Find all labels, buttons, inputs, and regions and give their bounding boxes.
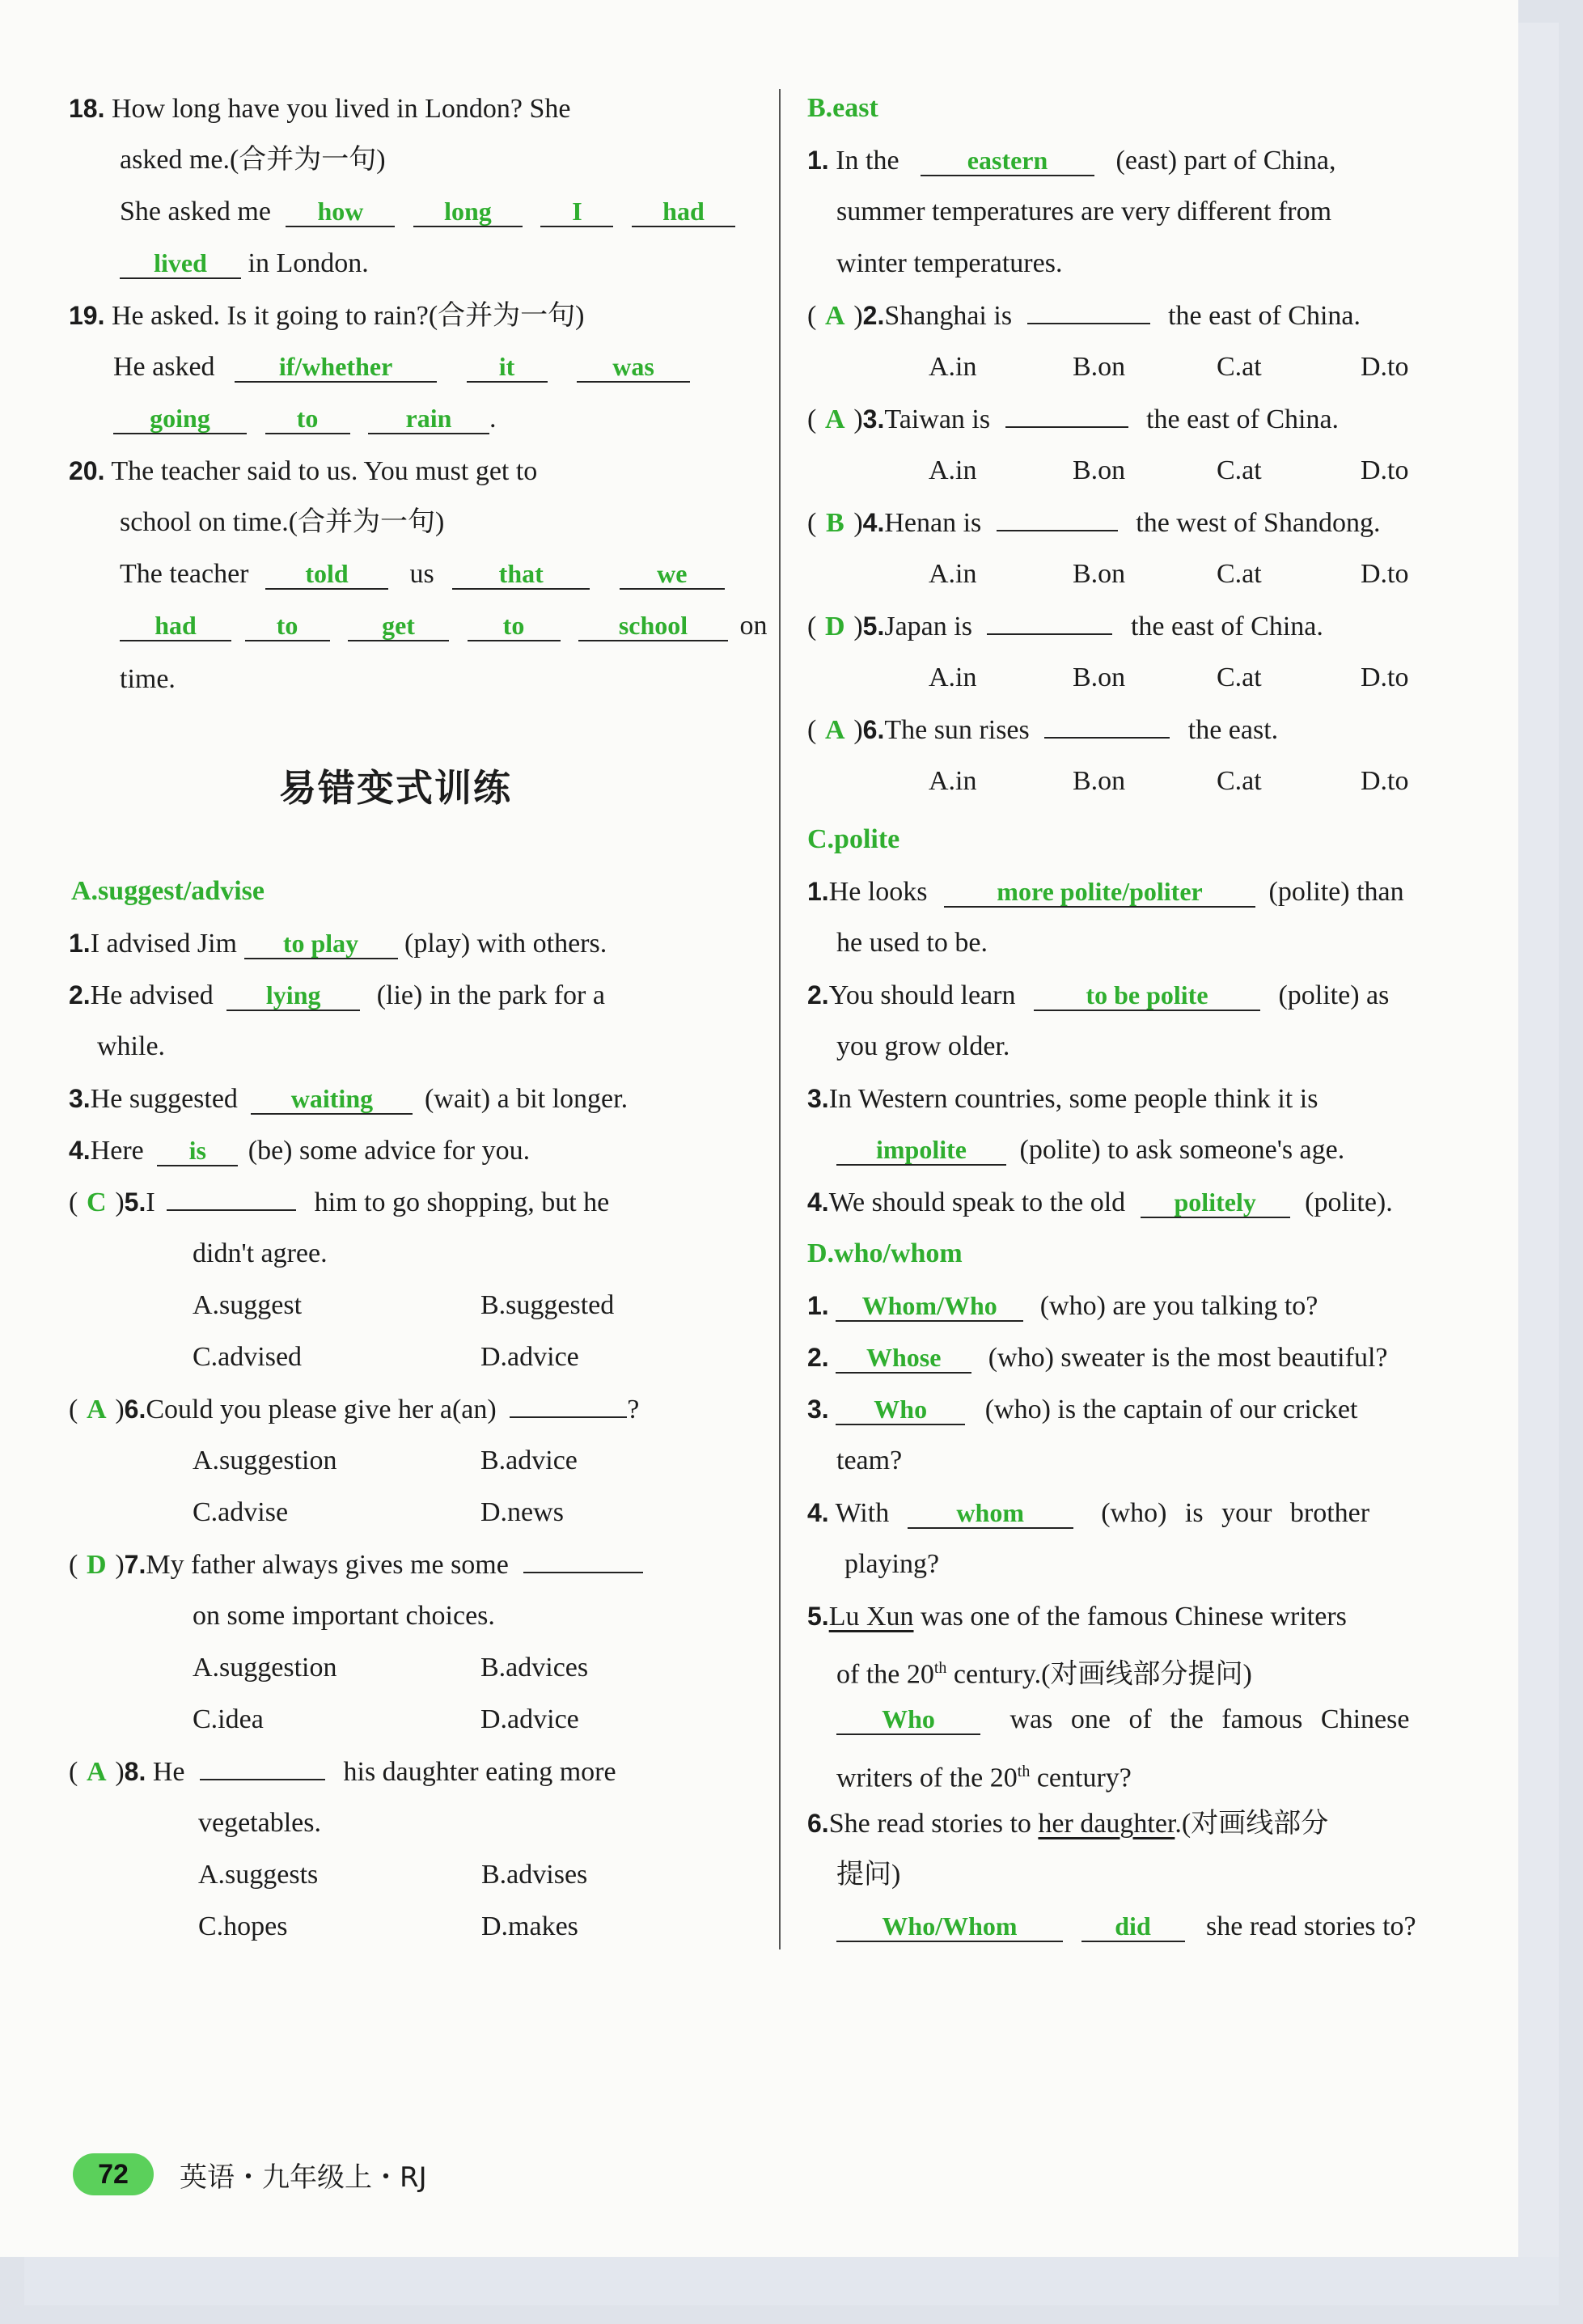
option[interactable]: D.to [1361,766,1409,796]
option[interactable]: C.at [1217,766,1262,796]
question-text: ? [627,1395,640,1424]
q19-line3 [113,401,497,437]
question-text: .(对画线部分 [1175,1809,1329,1839]
d-q3-line2 [836,1443,902,1479]
question-text: With [835,1498,890,1528]
answer-blank[interactable]: Who [836,1395,965,1425]
b-q6: ( A )6.The sun rises the east. [807,712,1278,748]
superscript: th [933,1659,947,1677]
question-text: (polite). [1305,1187,1393,1217]
answer-blank[interactable]: to [245,611,330,641]
answer-blank[interactable]: to be polite [1034,980,1260,1011]
question-text: asked me.(合并为一句) [120,145,386,175]
question-number: 3. [807,1395,829,1424]
d-q6 [807,1805,1328,1842]
question-text: (east) part of China, [1115,146,1336,176]
b-q2: ( A )2.Shanghai is the east of China. [807,298,1361,334]
a-q8-line2 [198,1805,321,1841]
question-text: (who) is your brother [1101,1498,1370,1528]
question-text: He suggested [90,1084,238,1114]
question-text: Shanghai is [884,301,1013,331]
question-text: the east of China. [1146,404,1340,434]
answer-blank[interactable]: how [286,197,395,227]
question-text: Here [90,1136,144,1166]
question-text: I advised Jim [90,929,237,959]
a-q7-options-row1 [193,1650,588,1686]
question-number: 4. [862,508,885,537]
section-heading: B.east [807,93,878,123]
option[interactable]: C.at [1217,559,1262,589]
answer-blank[interactable]: told [265,559,388,590]
question-number: 2. [807,980,829,1010]
answer-blank[interactable]: going [113,404,247,434]
q18-line2 [120,142,386,178]
question-text: (who) are you talking to? [1039,1291,1318,1321]
question-number: 18. [69,94,105,123]
question-text: Taiwan is [884,404,991,434]
question-text: You should learn [828,980,1016,1010]
question-text: winter temperatures. [836,248,1063,278]
page-footer [73,2153,427,2195]
option[interactable]: C.at [1217,352,1262,382]
section-heading: C.polite [807,824,900,854]
option[interactable]: D.to [1361,559,1409,589]
answer-blank[interactable] [510,1416,627,1418]
section-a-heading [71,874,265,909]
answer-blank[interactable]: is [157,1136,238,1166]
option[interactable]: A.suggests [198,1860,319,1890]
d-q4 [807,1495,1369,1531]
answer-blank[interactable]: long [413,197,523,227]
question-text: century? [1036,1763,1132,1793]
question-text: My father always gives me some [146,1550,509,1580]
answer-blank[interactable]: had [632,197,735,227]
option[interactable]: D.makes [481,1911,578,1941]
question-text: on some important choices. [193,1601,495,1631]
question-text: his daughter eating more [343,1757,616,1787]
b-q4-options [929,557,1409,592]
option[interactable]: C.advised [193,1342,303,1372]
d-q4-line2 [844,1547,939,1582]
answer-blank[interactable] [200,1779,325,1780]
question-text: He asked. Is it going to rain?(合并为一句) [111,301,585,331]
question-text: I [146,1187,155,1217]
superscript: th [1017,1763,1031,1780]
choice-answer[interactable]: B [825,508,844,538]
question-text: team? [836,1446,903,1475]
a-q4 [69,1132,530,1169]
choice-answer[interactable]: A [87,1757,107,1787]
answer-blank[interactable]: rain [368,404,489,434]
option[interactable]: B.on [1073,455,1126,485]
q20-line1 [69,453,537,489]
a-q8-options-row1 [198,1857,587,1893]
option[interactable]: D.advice [480,1704,579,1734]
option[interactable]: D.news [480,1497,564,1527]
page-edge-bottom [24,2257,1559,2305]
answer-blank[interactable]: Whom/Who [836,1291,1023,1322]
option[interactable]: B.on [1073,559,1126,589]
section-heading: D.who/whom [807,1238,963,1268]
b-q6-options [929,764,1409,799]
choice-answer[interactable]: D [825,612,845,641]
section-heading: A.suggest/advise [71,876,265,906]
b-q4: ( B )4.Henan is the west of Shandong. [807,505,1380,541]
question-number: 3. [862,404,885,434]
question-text: (polite) as [1278,980,1390,1010]
question-text: (who) is the captain of our cricket [984,1395,1358,1424]
a-q6: ( A )6.Could you please give her a(an) ? [69,1391,639,1428]
question-text: of the 20 [836,1659,934,1690]
answer-blank[interactable] [1044,737,1170,739]
question-text: writers of the 20 [836,1763,1018,1793]
answer-blank[interactable]: to play [244,929,398,959]
question-text: was one of the famous Chinese writers [921,1602,1347,1632]
question-text: He advised [90,980,214,1010]
question-number: 1. [69,929,91,958]
option[interactable]: A.suggestion [193,1446,337,1475]
question-text: in London. [248,248,369,278]
option[interactable]: A.in [929,559,977,589]
option[interactable]: D.advice [480,1342,579,1372]
question-number: 4. [69,1136,91,1165]
question-number: 2. [69,980,91,1010]
a-q1 [69,925,607,962]
answer-blank[interactable]: we [620,559,725,590]
a-q2 [69,977,605,1014]
section-d-heading [807,1236,963,1272]
option[interactable]: C.at [1217,455,1262,485]
a-q5-options-row1 [193,1288,614,1323]
option[interactable]: B.on [1073,352,1126,382]
question-text: He looks [828,877,928,907]
answer-blank[interactable]: school [578,611,728,641]
c-q1 [807,874,1404,910]
choice-answer[interactable]: A [825,715,845,745]
question-number: 6. [807,1809,829,1838]
a-q7-line2 [193,1598,495,1634]
question-text: Could you please give her a(an) [146,1395,497,1424]
a-q6-options-row1 [193,1443,578,1479]
question-text: him to go shopping, but he [314,1187,610,1217]
question-number: 6. [862,715,885,744]
question-text: she read stories to? [1206,1911,1416,1941]
answer-blank[interactable]: to [265,404,350,434]
question-number: 19. [69,301,105,330]
option[interactable]: B.on [1073,662,1126,692]
d-q5-line2 [836,1650,1252,1692]
a-q3 [69,1081,628,1117]
option[interactable]: C.idea [193,1704,264,1734]
answer-blank[interactable]: was [577,352,690,383]
option[interactable]: B.advices [480,1653,589,1683]
a-q5-options-row2 [193,1340,579,1375]
option[interactable]: C.at [1217,662,1262,692]
question-text: She asked me [120,197,271,226]
b-q5-options [929,660,1409,696]
option[interactable]: B.advises [481,1860,588,1890]
d-q6-line2 [836,1857,900,1893]
column-divider [779,89,781,1949]
option[interactable]: A.suggest [193,1290,303,1320]
question-text: She read stories to [828,1809,1031,1839]
answer-blank[interactable]: get [348,611,449,641]
question-number: 2. [862,301,885,330]
question-number: 1. [807,1291,829,1320]
a-q5: ( C )5.I him to go shopping, but he [69,1184,609,1221]
question-text: (who) sweater is the most beautiful? [988,1343,1388,1373]
question-text: playing? [844,1549,940,1579]
answer-blank[interactable]: it [467,352,548,383]
b-q2-options [929,349,1409,385]
a-q6-options-row2 [193,1495,564,1530]
answer-blank[interactable]: if/whether [235,352,437,383]
book-subject-label: 英语・九年级上・RJ [180,2161,427,2194]
d-q5-line4 [836,1754,1132,1796]
q20-line3 [120,557,725,592]
question-text: 提问) [836,1860,901,1890]
question-text: Henan is [884,508,982,538]
option[interactable]: D.to [1361,352,1409,382]
question-number: 20. [69,456,105,485]
question-text: us [409,559,434,589]
q20-line5 [120,662,176,697]
answer-blank[interactable]: more polite/politer [944,877,1255,908]
question-number: 6. [124,1395,146,1424]
question-number: 8. [124,1757,146,1786]
question-text: (wait) a bit longer. [424,1084,629,1114]
answer-blank[interactable] [523,1572,643,1573]
question-number: 1. [807,877,829,906]
question-number: 3. [807,1084,829,1113]
answer-blank[interactable] [997,530,1118,531]
q19-line1 [69,298,584,334]
question-text: was one of the famous Chinese [1009,1704,1410,1734]
question-text: time. [120,664,176,694]
question-text: the east of China. [1130,612,1323,641]
q18-line3 [120,194,735,230]
question-text: summer temperatures are very different from [836,197,1332,226]
answer-blank[interactable] [167,1209,296,1211]
answer-blank[interactable]: lived [120,248,241,279]
q18-line1 [69,91,571,127]
d-q2 [807,1340,1387,1376]
question-number: 5. [807,1602,829,1631]
option[interactable]: A.in [929,662,977,692]
section-c-heading [807,822,899,857]
answer-blank[interactable]: had [120,611,231,641]
question-text: The teacher said to us. You must get to [111,456,538,486]
c-q2 [807,977,1389,1014]
question-number: 5. [124,1187,146,1217]
option[interactable]: A.in [929,352,977,382]
question-text: (polite) than [1268,877,1404,907]
c-q3 [807,1081,1318,1117]
question-text: he used to be. [836,928,988,958]
question-text: He [152,1757,185,1787]
b-q5: ( D )5.Japan is the east of China. [807,608,1323,645]
b-q3-options [929,453,1409,489]
answer-blank[interactable] [1005,426,1128,428]
question-text: The sun rises [884,715,1030,745]
question-number: 7. [124,1550,146,1579]
answer-blank[interactable]: impolite [836,1135,1006,1166]
answer-blank[interactable]: Who/Whom [836,1911,1063,1942]
question-number: 4. [807,1187,829,1217]
option[interactable]: A.in [929,766,977,796]
b-q1-line3 [836,246,1062,282]
option[interactable]: C.advise [193,1497,289,1527]
answer-blank[interactable] [1027,323,1150,324]
a-q8: ( A )8. He his daughter eating more [69,1754,616,1790]
page-edge-right [1518,23,1559,2280]
question-text: (play) with others. [404,929,607,959]
q19-line2 [113,349,690,385]
question-text: the east of China. [1168,301,1361,331]
choice-answer[interactable]: A [87,1395,107,1424]
answer-blank[interactable]: whom [908,1498,1073,1529]
c-q3-line2 [836,1132,1344,1168]
answer-blank[interactable]: Whose [836,1343,971,1374]
question-text: didn't agree. [193,1238,328,1268]
question-number: 1. [807,146,829,175]
q20-line4 [120,608,768,644]
question-text: He asked [113,352,215,382]
question-text: We should speak to the old [828,1187,1126,1217]
question-text: The teacher [120,559,249,589]
d-q5 [807,1598,1347,1635]
a-q2-line2 [97,1029,165,1065]
c-q1-line2 [836,925,988,961]
choice-answer[interactable]: A [825,301,845,331]
answer-blank[interactable]: eastern [921,146,1094,176]
question-text: vegetables. [198,1808,321,1838]
question-number: 4. [807,1498,829,1527]
choice-answer[interactable]: D [87,1550,107,1580]
section-title: 易错变式训练 [279,766,512,810]
answer-blank[interactable]: politely [1141,1187,1290,1218]
question-text: school on time.(合并为一句) [120,507,445,537]
b-q1-line2 [836,194,1331,230]
answer-blank[interactable]: to [468,611,561,641]
question-text: you grow older. [836,1031,1010,1061]
c-q4 [807,1184,1393,1221]
b-q1 [807,142,1335,179]
option[interactable]: A.suggestion [193,1653,337,1683]
question-text: (lie) in the park for a [376,980,605,1010]
q20-line2 [120,505,444,540]
question-text: the east. [1187,715,1279,745]
a-q5-line2 [193,1236,328,1272]
choice-answer[interactable]: A [825,404,845,434]
question-text: In the [836,146,899,176]
question-text: In Western countries, some people think it is [828,1084,1318,1114]
b-q3: ( A )3.Taiwan is the east of China. [807,401,1339,438]
answer-blank[interactable]: lying [226,980,360,1011]
question-text: the west of Shandong. [1136,508,1381,538]
question-text: while. [97,1031,166,1061]
question-text: Japan is [884,612,972,641]
answer-blank[interactable]: did [1081,1911,1185,1942]
option[interactable]: B.suggested [480,1290,615,1320]
underlined-phrase: her daughter [1038,1809,1175,1839]
choice-answer[interactable]: C [87,1187,107,1217]
a-q7: ( D )7.My father always gives me some [69,1547,643,1583]
d-q5-line3 [836,1702,1409,1738]
a-q7-options-row2 [193,1702,579,1738]
option[interactable]: B.advice [480,1446,578,1475]
option[interactable]: D.to [1361,455,1409,485]
answer-blank[interactable] [987,633,1112,635]
question-text: on [739,611,768,641]
question-text: . [489,404,497,434]
d-q6-line3 [836,1909,1416,1945]
question-text: (polite) to ask someone's age. [1019,1135,1345,1165]
answer-blank[interactable]: that [452,559,590,590]
question-number: 2. [807,1343,829,1372]
a-q8-options-row2 [198,1909,578,1945]
question-number: 3. [69,1084,91,1113]
question-text: How long have you lived in London? She [111,94,571,124]
answer-blank[interactable]: I [540,197,613,227]
d-q1 [807,1288,1318,1324]
page-number-badge: 72 [73,2153,154,2195]
option[interactable]: A.in [929,455,977,485]
section-b-heading [807,91,878,126]
underlined-phrase: Lu Xun [828,1602,914,1632]
d-q3 [807,1391,1357,1428]
option[interactable]: D.to [1361,662,1409,692]
c-q2-line2 [836,1029,1009,1065]
question-number: 5. [862,612,885,641]
q18-line4 [120,246,369,282]
answer-blank[interactable]: Who [836,1704,980,1735]
answer-blank[interactable]: waiting [251,1084,413,1115]
option[interactable]: B.on [1073,766,1126,796]
option[interactable]: C.hopes [198,1911,288,1941]
question-text: (be) some advice for you. [248,1136,531,1166]
question-text: century.(对画线部分提问) [953,1659,1252,1690]
